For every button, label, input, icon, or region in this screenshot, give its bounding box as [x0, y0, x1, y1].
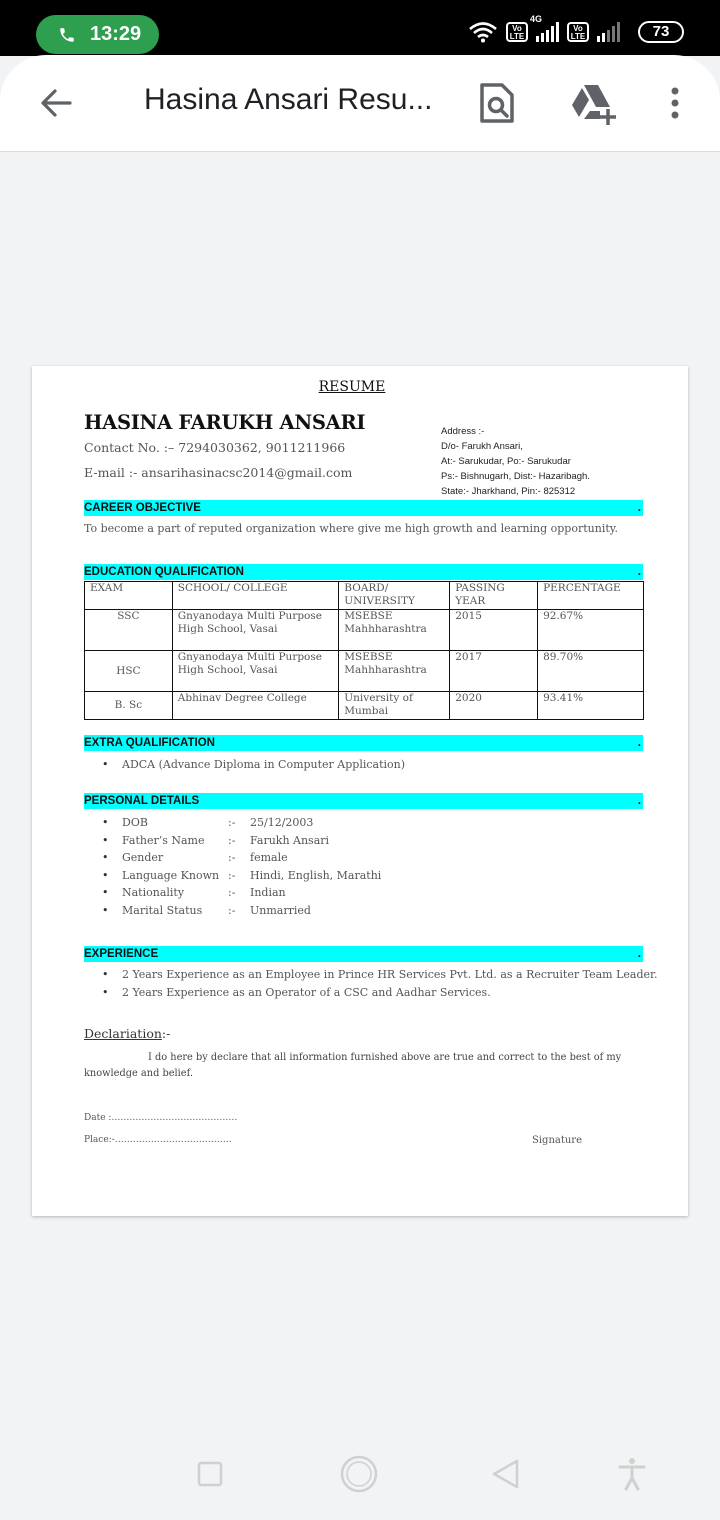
- section-personal-details: PERSONAL DETAILS .: [84, 795, 641, 807]
- signature-label: Signature: [532, 1135, 583, 1146]
- triangle-back-icon: [486, 1454, 526, 1494]
- table-cell: MSEBSE Mahhharashtra: [339, 610, 450, 651]
- personal-details-list: [102, 814, 381, 919]
- square-icon: [190, 1454, 230, 1494]
- system-nav-bar: [0, 1430, 720, 1520]
- signal-icon: 4G: [536, 22, 559, 42]
- career-objective-text: To become a part of reputed organization where give me high growth and learning opportunity.: [84, 522, 619, 535]
- status-bar: [0, 0, 720, 56]
- table-cell: 93.41%: [538, 692, 644, 720]
- experience-list: [102, 966, 658, 1001]
- table-cell: MSEBSE Mahhharashtra: [339, 651, 450, 692]
- address-line: At:- Sarukudar, Po:- Sarukudar: [441, 456, 571, 467]
- signal-icon-2: [597, 22, 620, 42]
- list-item: • DOB :- 25/12/2003: [102, 814, 381, 832]
- address-line: Ps:- Bishnugarh, Dist:- Hazaribagh.: [441, 471, 590, 482]
- list-item: • Nationality :- Indian: [102, 884, 381, 902]
- table-cell: Gnyanodaya Multi Purpose High School, Vasai: [172, 610, 339, 651]
- section-education: EDUCATION QUALIFICATION .: [84, 566, 641, 578]
- address-line: D/o- Farukh Ansari,: [441, 441, 523, 452]
- status-icons: [468, 14, 684, 43]
- list-item: • 2 Years Experience as an Employee in Prince HR Services Pvt. Ltd. as a Recruiter Team Leader.: [102, 966, 658, 984]
- clock: 13:29: [90, 23, 142, 45]
- table-row: [85, 692, 644, 720]
- list-item: • Language Known :- Hindi, English, Marathi: [102, 867, 381, 885]
- column-header: EXAM: [85, 582, 173, 610]
- volte-icon: Vo LTE: [506, 22, 528, 42]
- table-cell: SSC: [85, 610, 173, 651]
- table-row: [85, 610, 644, 651]
- app-bar: [0, 55, 720, 152]
- address-line: Address :-: [441, 426, 485, 437]
- table-cell: HSC: [85, 651, 173, 692]
- document-page[interactable]: [32, 366, 688, 1216]
- column-header: PERCENTAGE: [538, 582, 644, 610]
- add-to-drive-button[interactable]: [568, 79, 618, 127]
- table-cell: B. Sc: [85, 692, 173, 720]
- table-cell: 92.67%: [538, 610, 644, 651]
- candidate-name: HASINA FARUKH ANSARI: [84, 411, 366, 434]
- arrow-back-icon: [36, 83, 76, 123]
- declaration-text: I do here by declare that all information furnished above are true and correct to the best of my knowledge and belief.: [84, 1052, 622, 1079]
- more-options-button[interactable]: [660, 79, 690, 127]
- table-cell: Gnyanodaya Multi Purpose High School, Vasai: [172, 651, 339, 692]
- find-in-document-button[interactable]: [474, 79, 518, 127]
- document-title: Hasina Ansari Resu...: [144, 83, 433, 116]
- back-button[interactable]: [36, 83, 76, 123]
- table-cell: 2017: [450, 651, 538, 692]
- contact-number: Contact No. :– 7294030362, 9011211966: [84, 440, 346, 455]
- nav-back-button[interactable]: [486, 1454, 526, 1494]
- find-in-page-icon: [474, 79, 518, 127]
- section-experience: EXPERIENCE .: [84, 948, 641, 960]
- list-item: • Father’s Name :- Farukh Ansari: [102, 832, 381, 850]
- address-block: [441, 424, 590, 499]
- place-field: Place:-…………………………………: [84, 1135, 232, 1145]
- accessibility-button[interactable]: [612, 1454, 652, 1494]
- extra-qualification-list: [102, 756, 405, 774]
- section-extra-qualification: EXTRA QUALIFICATION .: [84, 737, 641, 749]
- home-button[interactable]: [339, 1454, 379, 1494]
- table-cell: University of Mumbai: [339, 692, 450, 720]
- address-line: State:- Jharkhand, Pin:- 825312: [441, 486, 576, 497]
- wifi-icon: [468, 21, 498, 43]
- accessibility-icon: [612, 1454, 652, 1494]
- list-item: • 2 Years Experience as an Operator of a CSC and Aadhar Services.: [102, 984, 658, 1002]
- table-header-row: [85, 582, 644, 610]
- list-item: • Marital Status :- Unmarried: [102, 902, 381, 920]
- resume-heading: RESUME: [318, 379, 386, 395]
- recents-button[interactable]: [190, 1454, 230, 1494]
- ongoing-call-pill[interactable]: [36, 15, 159, 54]
- column-header: PASSING YEAR: [450, 582, 538, 610]
- education-table: [84, 581, 644, 720]
- list-item: • ADCA (Advance Diploma in Computer Application): [102, 756, 405, 774]
- column-header: SCHOOL/ COLLEGE: [172, 582, 339, 610]
- declaration-heading: Declariation:-: [84, 1026, 171, 1041]
- table-cell: Abhinav Degree College: [172, 692, 339, 720]
- email-address: E-mail :- ansarihasinacsc2014@gmail.com: [84, 465, 353, 480]
- volte-icon-2: Vo LTE: [567, 22, 589, 42]
- column-header: BOARD/ UNIVERSITY: [339, 582, 450, 610]
- date-field: Date :……………………………………: [84, 1113, 238, 1123]
- battery-icon: 73: [638, 21, 684, 43]
- table-cell: 2015: [450, 610, 538, 651]
- list-item: • Gender :- female: [102, 849, 381, 867]
- table-cell: 89.70%: [538, 651, 644, 692]
- table-cell: 2020: [450, 692, 538, 720]
- more-vert-icon: [660, 79, 690, 127]
- table-row: [85, 651, 644, 692]
- circle-icon: [339, 1454, 379, 1494]
- phone-icon: [58, 25, 76, 45]
- add-to-drive-icon: [568, 79, 618, 127]
- section-career-objective: CAREER OBJECTIVE .: [84, 502, 641, 514]
